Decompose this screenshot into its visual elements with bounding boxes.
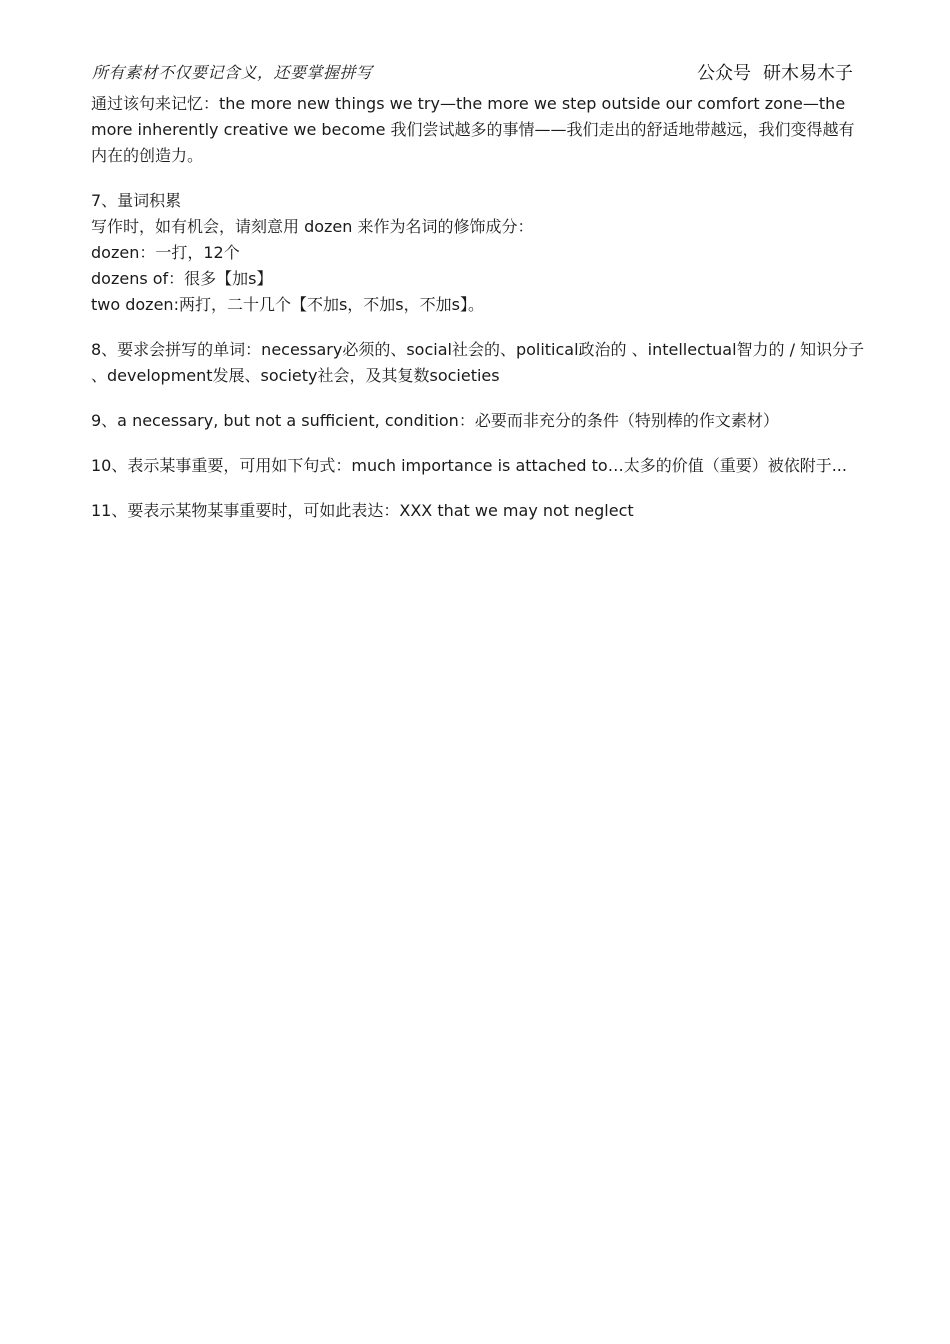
spelling-words-text: 8、要求会拼写的单词：necessary必须的、social社会的、political政治的 、intellectual智力的 / 知识分子 、development发展、society社会，及其复数societies bbox=[91, 340, 865, 385]
document-body bbox=[91, 91, 866, 543]
quantifier-intro: 写作时，如有机会，请刻意用 dozen 来作为名词的修饰成分： bbox=[91, 217, 534, 236]
quantifier-heading: 7、量词积累 bbox=[91, 191, 182, 210]
account-name: 研木易木子 bbox=[763, 63, 853, 84]
quantifier-two-dozen: two dozen:两打，二十几个【不加s，不加s，不加s】。 bbox=[91, 295, 484, 314]
necessary-condition-text: 9、a necessary, but not a sufficient, condition：必要而非充分的条件（特别棒的作文素材） bbox=[91, 411, 779, 430]
quantifier-dozen: dozen：一打，12个 bbox=[91, 243, 240, 262]
not-neglect-paragraph bbox=[91, 498, 866, 524]
memory-sentence-paragraph bbox=[91, 91, 866, 169]
importance-pattern-paragraph bbox=[91, 453, 866, 479]
memory-sentence-text: 通过该句来记忆：the more new things we try—the more we step outside our comfort zone—the more inherently creative we become 我们尝试越多的事情——我们走出的舒适地带越远，我们变得越有内在的创造力。 bbox=[91, 94, 855, 165]
quantifier-dozens-of: dozens of：很多【加s】 bbox=[91, 269, 273, 288]
importance-pattern-text: 10、表示某事重要，可用如下句式：much importance is attached to…太多的价值（重要）被依附于... bbox=[91, 456, 847, 475]
not-neglect-text: 11、要表示某物某事重要时，可如此表达：XXX that we may not neglect bbox=[91, 501, 634, 520]
quantifier-section bbox=[91, 188, 866, 318]
necessary-condition-paragraph bbox=[91, 408, 866, 434]
header-account bbox=[697, 59, 853, 85]
account-label: 公众号 bbox=[697, 63, 751, 84]
header-note: 所有素材不仅要记含义，还要掌握拼写 bbox=[92, 63, 373, 82]
spelling-words-paragraph bbox=[91, 337, 866, 389]
